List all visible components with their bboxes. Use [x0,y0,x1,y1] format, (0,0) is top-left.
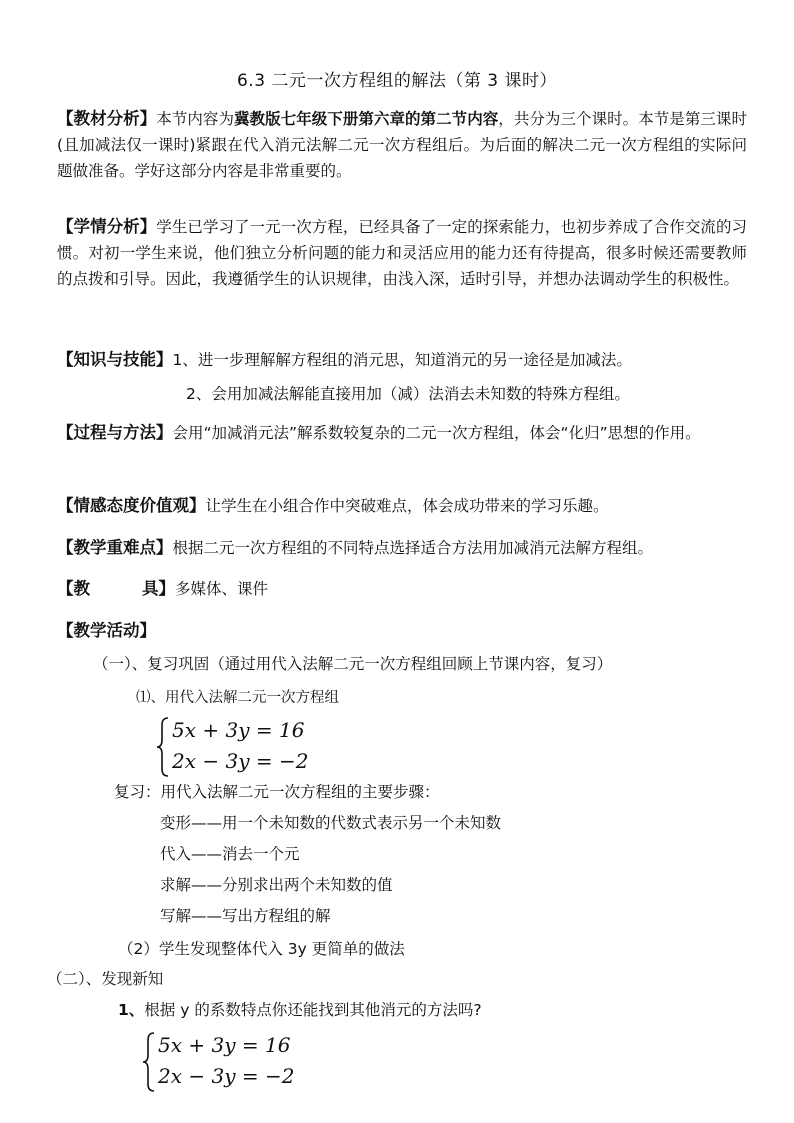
knowledge-skills-item2: 2、会用加减法解能直接用加（减）法消去未知数的特殊方程组。 [186,385,630,403]
equation-system-1 [156,716,316,778]
emotion-values [57,494,609,518]
discover-question-1 [118,998,482,1022]
teaching-tools-tag-a: 【教 [57,579,90,598]
equation-system-2 [142,1031,302,1093]
equation-2b: 2x − 3y = −2 [158,1064,295,1088]
review-step-1: 变形——用一个未知数的代数式表示另一个未知数 [160,814,502,832]
knowledge-skills [57,348,632,372]
teaching-activities-tag: 【教学活动】 [57,621,156,640]
teaching-tools [57,577,268,601]
knowledge-skills-tag: 【知识与技能】 [57,350,173,369]
knowledge-skills-item1: 1、进一步理解解方程组的消元思，知道消元的另一途径是加减法。 [172,351,632,369]
review-item2: （2）学生发现整体代入 3y 更简单的做法 [118,940,405,958]
review-step-2: 代入——消去一个元 [160,845,300,863]
student-analysis [57,214,747,292]
textbook-analysis [57,106,747,184]
brace-icon [142,1031,156,1093]
process-methods-text: 会用“加减消元法”解系数较复杂的二元一次方程组，体会“化归”思想的作用。 [172,424,701,442]
discover-question-1-num: 1、 [118,1001,145,1019]
review-step-3: 求解——分别求出两个未知数的值 [160,876,393,894]
brace-icon [156,716,170,778]
equation-2a: 5x + 3y = 16 [158,1033,291,1057]
key-points [57,536,653,560]
review-step-4: 写解——写出方程组的解 [160,907,331,925]
review-steps-heading: 复习：用代入法解二元一次方程组的主要步骤： [114,783,440,801]
textbook-analysis-post: ，共分为三个课时。本节是第三课时(且加减法仅一课时)紧跟在代入消元法解二元一次方程组后。为后面的解决二元一次方程组的实际问题做准备。学好这部分内容是非常重要的。 [57,110,747,180]
key-points-text: 根据二元一次方程组的不同特点选择适合方法用加减消元法解方程组。 [172,539,654,557]
textbook-analysis-bold: 冀教版七年级下册第六章的第二节内容 [234,110,499,128]
student-analysis-text: 学生已学习了一元一次方程，已经具备了一定的探索能力，也初步养成了合作交流的习惯。对初一学生来说，他们独立分析问题的能力和灵活应用的能力还有待提高，很多时候还需要教师的点拨和引导。因此，我遵循学生的认识规律，由浅入深，适时引导，并想办法调动学生的积极性。 [57,218,747,288]
process-methods-tag: 【过程与方法】 [57,423,173,442]
teaching-activities [57,619,156,643]
teaching-tools-tag-b: 具】 [142,579,175,598]
review-item1: ⑴、用代入法解二元一次方程组 [136,690,339,706]
equation-1b: 2x − 3y = −2 [172,749,309,773]
review-heading: （一）、复习巩固（通过用代入法解二元一次方程组回顾上节课内容，复习） [93,655,613,673]
discover-heading: （二）、发现新知 [47,970,164,988]
student-analysis-tag: 【学情分析】 [57,217,157,236]
textbook-analysis-pre: 本节内容为 [156,110,235,128]
emotion-values-text: 让学生在小组合作中突破难点，体会成功带来的学习乐趣。 [205,497,609,515]
emotion-values-tag: 【情感态度价值观】 [57,496,206,515]
process-methods [57,420,747,446]
discover-question-1-text: 根据 y 的系数特点你还能找到其他消元的方法吗? [144,1001,482,1019]
equation-1a: 5x + 3y = 16 [172,718,305,742]
page-title: 6.3 二元一次方程组的解法（第 3 课时） [236,71,558,91]
textbook-analysis-tag: 【教材分析】 [57,109,157,128]
teaching-tools-text: 多媒体、课件 [175,580,269,598]
key-points-tag: 【教学重难点】 [57,538,173,557]
